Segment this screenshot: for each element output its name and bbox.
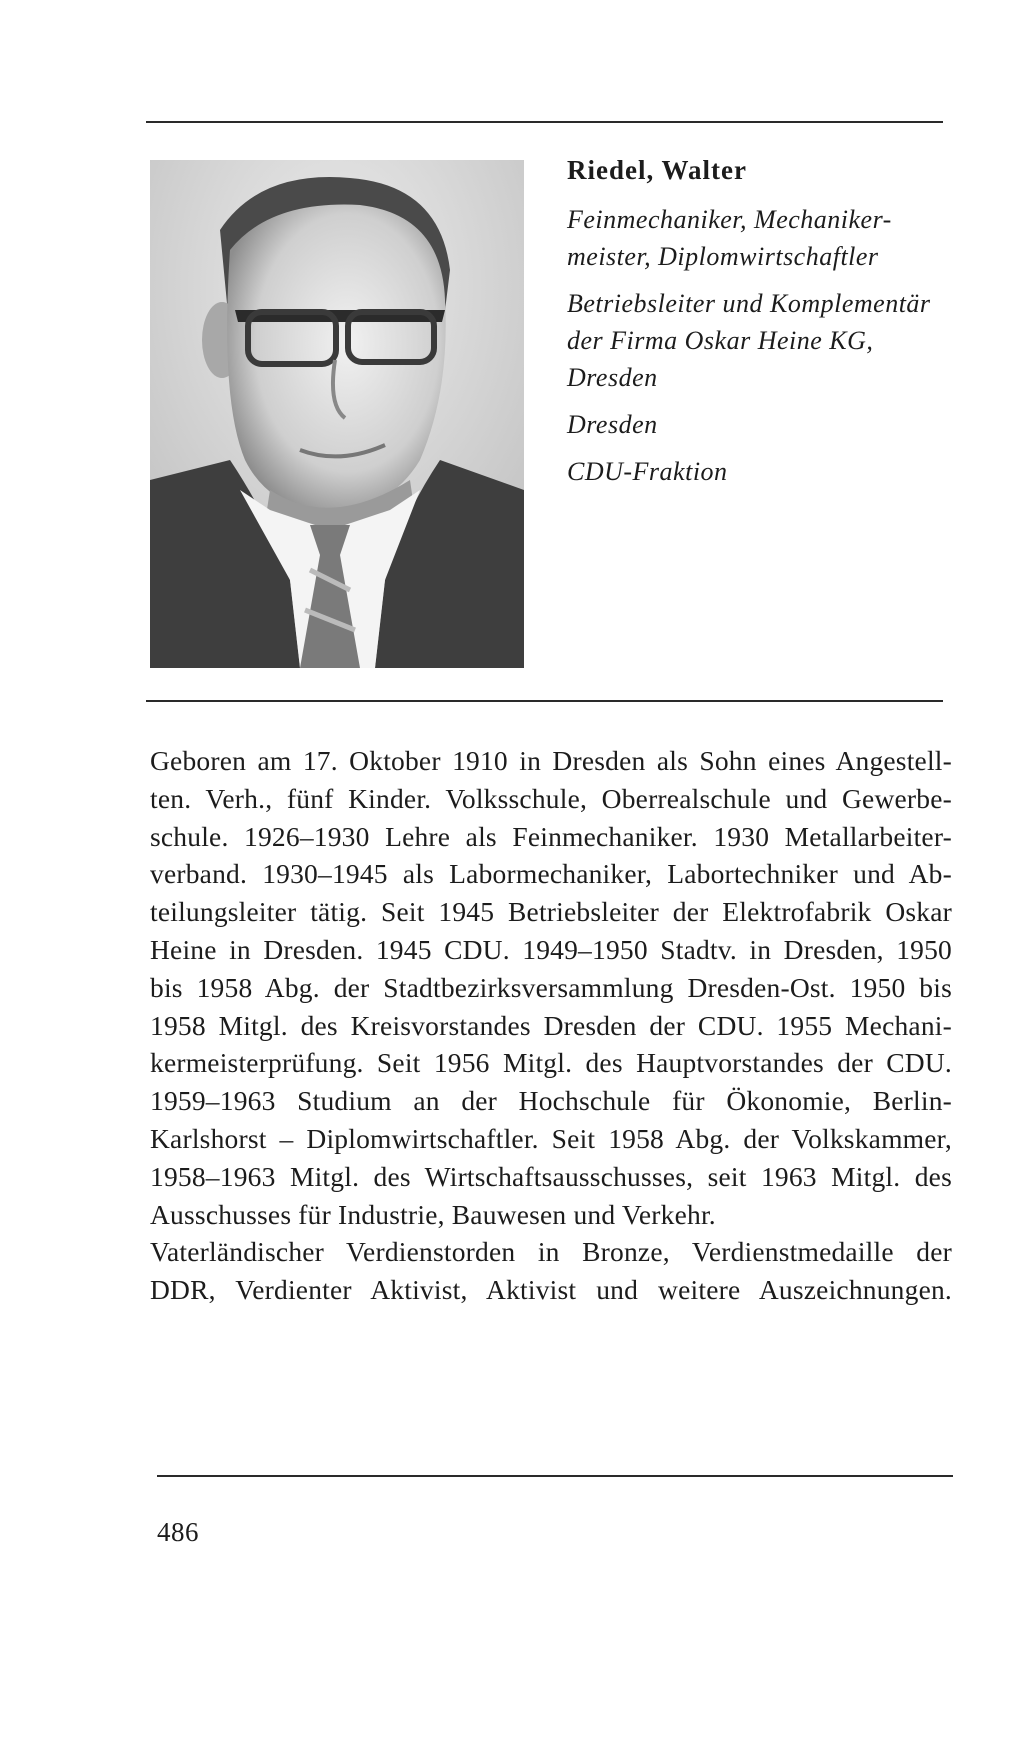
person-name: Riedel, Walter	[567, 155, 747, 185]
bottom-rule	[157, 1475, 953, 1477]
page-number: 486	[157, 1517, 199, 1547]
biography-line: 1958–1963 Mitgl. des Wirtschaftsausschusses, seit 1963 Mitgl. des	[150, 1160, 952, 1192]
position-line: Dresden	[567, 363, 658, 392]
biography-line: 1958 Mitgl. des Kreisvorstandes Dresden der CDU. 1955 Mechani-	[150, 1009, 952, 1041]
biography-line: kermeisterprüfung. Seit 1956 Mitgl. des Hauptvorstandes der CDU.	[150, 1047, 952, 1079]
position-line: der Firma Oskar Heine KG,	[567, 326, 874, 355]
biography-line: teilungsleiter tätig. Seit 1945 Betriebsleiter der Elektrofabrik Oskar	[150, 896, 952, 928]
faction: CDU-Fraktion	[567, 457, 728, 486]
profession-line: Feinmechaniker, Mechaniker-	[567, 205, 892, 234]
biography-line: Vaterländischer Verdienstorden in Bronze, Verdienstmedaille der	[150, 1236, 952, 1268]
biography-line: bis 1958 Abg. der Stadtbezirksversammlung Dresden-Ost. 1950 bis	[150, 971, 952, 1003]
biography-line: Geboren am 17. Oktober 1910 in Dresden als Sohn eines Angestell-	[150, 745, 952, 776]
entry-header	[567, 153, 957, 490]
biography-line: ten. Verh., fünf Kinder. Volksschule, Oberrealschule und Gewerbe-	[150, 782, 952, 814]
biography-line: schule. 1926–1930 Lehre als Feinmechaniker. 1930 Metallarbeiter-	[150, 820, 952, 852]
constituency: Dresden	[567, 410, 658, 439]
biography-line: 1959–1963 Studium an der Hochschule für Ökonomie, Berlin-	[150, 1085, 952, 1117]
biography-line: DDR, Verdienter Aktivist, Aktivist und weitere Auszeichnungen.	[150, 1274, 952, 1306]
top-rule	[146, 121, 943, 123]
position-line: Betriebsleiter und Komplementär	[567, 289, 931, 318]
biography-line: Ausschusses für Industrie, Bauwesen und Verkehr.	[150, 1198, 716, 1230]
biography-line: Karlshorst – Diplomwirtschaftler. Seit 1958 Abg. der Volkskammer,	[150, 1122, 952, 1154]
biography	[150, 742, 952, 1309]
portrait-photo	[150, 160, 524, 668]
biography-line: Heine in Dresden. 1945 CDU. 1949–1950 Stadtv. in Dresden, 1950	[150, 933, 952, 965]
profession-line: meister, Diplomwirtschaftler	[567, 242, 879, 271]
middle-rule	[146, 700, 943, 702]
biography-line: verband. 1930–1945 als Labormechaniker, Labortechniker und Ab-	[150, 858, 952, 890]
